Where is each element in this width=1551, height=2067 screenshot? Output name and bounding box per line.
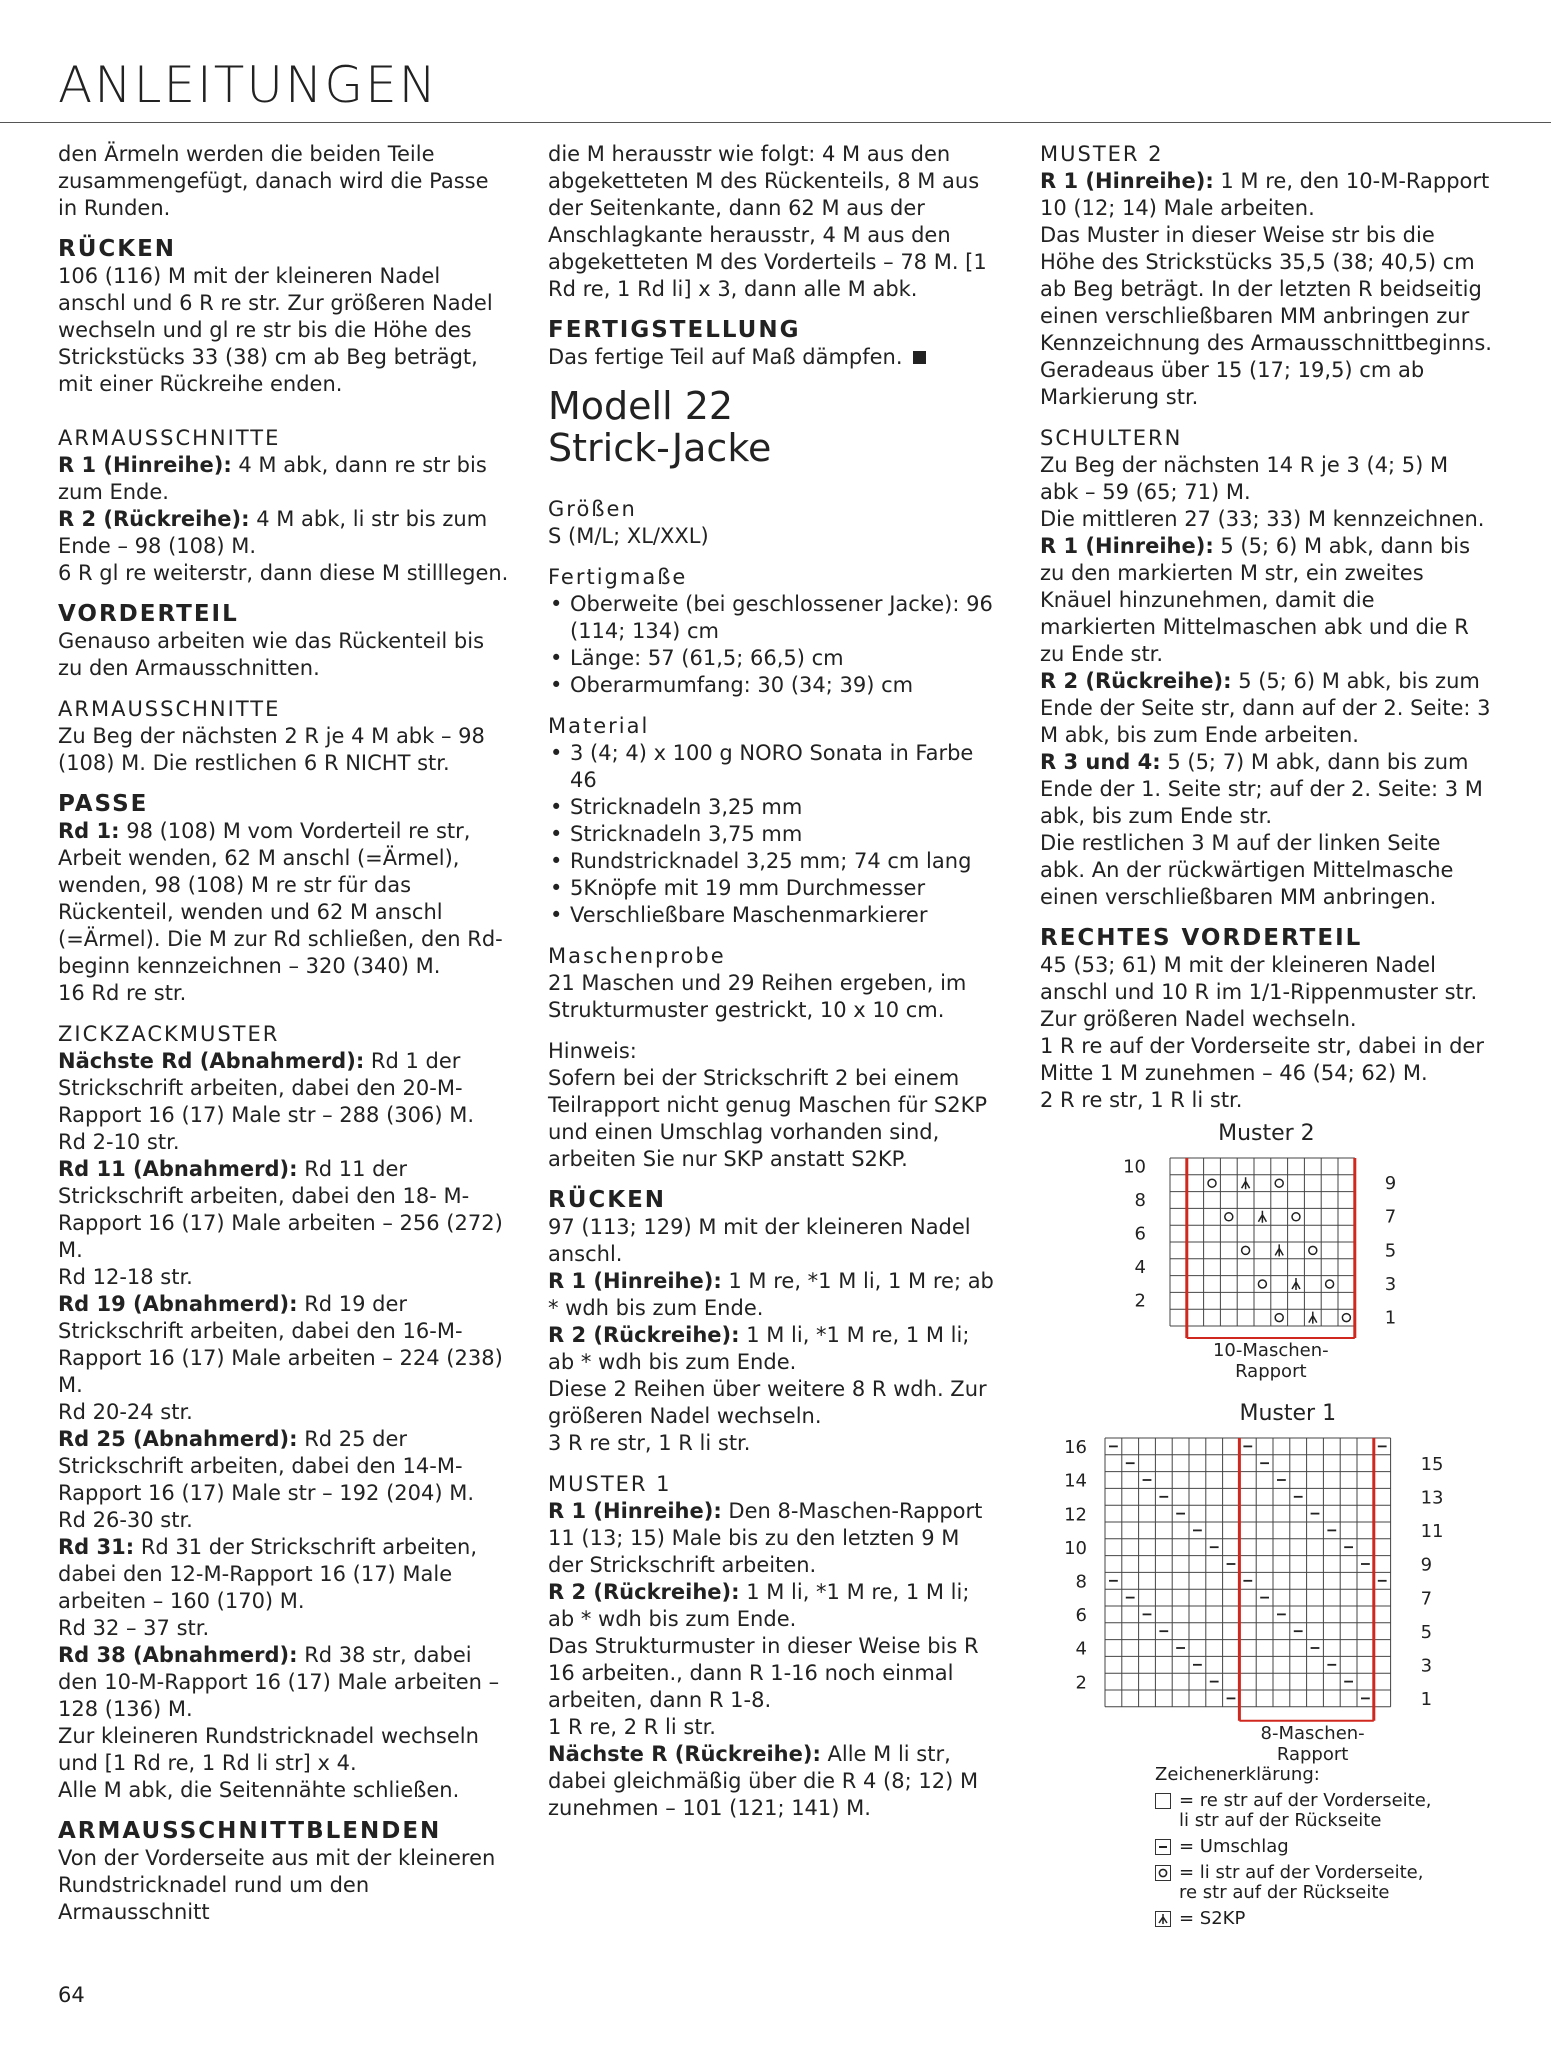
muster1-next-row: Nächste R (Rückreihe): Alle M li str, dabei gleichmäßig über die R 4 (8; 12) M zunehmen – 101 (121; 141) M. <box>548 1742 979 1820</box>
fertigmasse-list <box>548 591 1000 699</box>
yarn-over-symbol <box>1309 1246 1317 1254</box>
yarn-over-symbol <box>1208 1179 1216 1187</box>
heading-ruecken: RÜCKEN <box>58 236 177 262</box>
legend-item: = re str auf der Vorderseite, li str auf der Rückseite <box>1155 1791 1535 1831</box>
s2kp-symbol <box>1242 1177 1250 1189</box>
chart-title: Muster 2 <box>1218 1121 1315 1146</box>
arm1-row2: R 2 (Rückreihe): 4 M abk, li str bis zum Ende – 98 (108) M. <box>58 507 488 558</box>
empty-square-icon <box>1155 1793 1171 1809</box>
page-number: 64 <box>58 1983 85 2007</box>
row-label: 5 <box>1384 1240 1397 1262</box>
row-label: 1 <box>1420 1689 1433 1711</box>
muster1-row2: R 2 (Rückreihe): 1 M li, *1 M re, 1 M li; ab * wdh bis zum Ende. <box>548 1580 970 1631</box>
muster2-row1: R 1 (Hinreihe): 1 M re, den 10-M-Rapport 10 (12; 14) Male arbeiten. <box>1040 169 1490 220</box>
circle-square-icon <box>1155 1865 1171 1881</box>
repeat-label: 8-Maschen- <box>1260 1722 1365 1744</box>
heading-ruecken-jacke: RÜCKEN <box>548 1187 667 1213</box>
heading-maschenprobe: Maschenprobe <box>548 944 726 968</box>
row-label: 4 <box>1075 1638 1087 1660</box>
heading-groessen: Größen <box>548 497 637 521</box>
heading-muster-2: MUSTER 2 <box>1040 142 1164 166</box>
schultern-text-3: Die restlichen 3 M auf der linken Seite abk. An der rückwärtigen Mittelmasche einen verschließbaren MM anbringen. <box>1040 831 1454 909</box>
page-title: ANLEITUNGEN <box>58 56 439 114</box>
zz-step: Rd 38 (Abnahmerd): Rd 38 str, dabei den 10-M-Rapport 16 (17) Male arbeiten – 128 (136) M. <box>58 1643 500 1721</box>
list-item: • 3 (4; 4) x 100 g NORO Sonata in Farbe 46 <box>548 740 1000 794</box>
heading-zickzackmuster: ZICKZACKMUSTER <box>58 1022 280 1046</box>
rechtes-vorderteil-text: 45 (53; 61) M mit der kleineren Nadel anschl und 10 R im 1/1-Rippenmuster str. Zur größeren Nadel wechseln. <box>1040 953 1478 1031</box>
arm2-text: Zu Beg der nächsten 2 R je 4 M abk – 98 (108) M. Die restlichen 6 R NICHT str. <box>58 724 485 775</box>
row-label: 8 <box>1075 1571 1087 1593</box>
s2kp-symbol <box>1275 1244 1283 1256</box>
s2kp-symbol <box>1292 1278 1300 1290</box>
legend-item: = S2KP <box>1155 1909 1535 1929</box>
zz-step: Rd 32 – 37 str. <box>58 1616 210 1640</box>
row-label: 9 <box>1420 1554 1433 1576</box>
muster1-row1: R 1 (Hinreihe): Den 8-Maschen-Rapport 11 (13; 15) Male bis zu den letzten 9 M der Strickschrift arbeiten. <box>548 1499 983 1577</box>
legend <box>1155 1765 1535 1935</box>
continuation-text: die M herausstr wie folgt: 4 M aus den abgeketteten M des Rückenteils, 8 M aus der Seitenkante, dann 62 M aus der Anschlagkante herausstr, 4 M aus den abgeketteten M des Vorderteils – 78 M. [1 Rd re, 1 Rd li] x 3, dann alle M abk. <box>548 142 987 301</box>
schultern-row1: R 1 (Hinreihe): 5 (5; 6) M abk, dann bis zu den markierten M str, ein zweites Knäuel hinzunehmen, damit die markierten Mittelmaschen abk und die R zu Ende str. <box>1040 534 1471 666</box>
zz-step: Alle M abk, die Seitennähte schließen. <box>58 1778 460 1802</box>
legend-item: = li str auf der Vorderseite, re str auf der Rückseite <box>1155 1863 1535 1903</box>
intro-text: den Ärmeln werden die beiden Teile zusammengefügt, danach wird die Passe in Runden. <box>58 142 489 220</box>
s2kp-symbol <box>1309 1312 1317 1324</box>
hinweis-heading: Hinweis: <box>548 1039 637 1063</box>
zz-step: Rd 31: Rd 31 der Strickschrift arbeiten, dabei den 12-M-Rapport 16 (17) Male arbeiten – 160 (170) M. <box>58 1535 478 1613</box>
schultern-text-2: Die mittleren 27 (33; 33) M kennzeichnen. <box>1040 507 1485 531</box>
heading-material: Material <box>548 714 650 738</box>
zz-step: Rd 25 (Abnahmerd): Rd 25 der Strickschrift arbeiten, dabei den 14-M-Rapport 16 (17) Male str – 192 (204) M. <box>58 1427 475 1505</box>
list-item: • Stricknadeln 3,25 mm <box>548 794 1000 821</box>
yarn-over-symbol <box>1342 1314 1350 1322</box>
legend-item: = Umschlag <box>1155 1837 1535 1857</box>
heading-rechtes-vorderteil: RECHTES VORDERTEIL <box>1040 925 1363 951</box>
row-label: 14 <box>1064 1470 1087 1492</box>
row-label: 1 <box>1384 1307 1397 1329</box>
groessen-text: S (M/L; XL/XXL) <box>548 524 709 548</box>
row-label: 11 <box>1420 1521 1444 1543</box>
ruecken-text: 106 (116) M mit der kleineren Nadel anschl und 6 R re str. Zur größeren Nadel wechseln und gl re str bis die Höhe des Strickstücks 33 (38) cm ab Beg beträgt, mit einer Rückreihe enden. <box>58 264 493 396</box>
vorderteil-text: Genauso arbeiten wie das Rückenteil bis zu den Armausschnitten. <box>58 629 485 680</box>
heading-armausschnittblenden: ARMAUSSCHNITTBLENDEN <box>58 1818 442 1844</box>
schultern-row3: R 3 und 4: 5 (5; 7) M abk, dann bis zum Ende der 1. Seite str; auf der 2. Seite: 3 M abk, bis zum Ende str. <box>1040 750 1483 828</box>
heading-fertigstellung: FERTIGSTELLUNG <box>548 317 801 343</box>
muster2-text: Das Muster in dieser Weise str bis die Höhe des Strickstücks 35,5 (38; 40,5) cm ab Beg beträgt. In der letzten R beidseitig einen verschließbaren MM anbringen zur Kennzeichnung des Armausschnittbeginns. Geradeaus über 15 (17; 19,5) cm ab Markierung str. <box>1040 223 1492 409</box>
zz-step: Zur kleineren Rundstricknadel wechseln und [1 Rd re, 1 Rd li str] x 4. <box>58 1724 479 1775</box>
column-1 <box>58 141 510 1926</box>
material-list <box>548 740 1000 929</box>
s2kp-square-icon <box>1155 1911 1171 1927</box>
passe-text-2: 16 Rd re str. <box>58 981 187 1005</box>
muster1-text: Das Strukturmuster in dieser Weise bis R 16 arbeiten., dann R 1-16 noch einmal arbeiten, dann R 1-8. <box>548 1634 979 1712</box>
row-label: 10 <box>1123 1156 1146 1178</box>
heading-schultern: SCHULTERN <box>1040 426 1183 450</box>
heading-vorderteil: VORDERTEIL <box>58 601 239 627</box>
row-label: 8 <box>1134 1189 1146 1211</box>
heading-muster-1: MUSTER 1 <box>548 1472 672 1496</box>
repeat-label: 10-Maschen- <box>1212 1340 1329 1361</box>
list-item: • 5Knöpfe mit 19 mm Durchmesser <box>548 875 1000 902</box>
row-label: 9 <box>1384 1173 1397 1195</box>
ruecken-jacke-text: 97 (113; 129) M mit der kleineren Nadel anschl. <box>548 1215 971 1266</box>
row-label: 15 <box>1420 1453 1444 1475</box>
column-2 <box>548 141 1000 1822</box>
row-label: 2 <box>1134 1290 1146 1312</box>
maschenprobe-text: 21 Maschen und 29 Reihen ergeben, im Strukturmuster gestrickt, 10 x 10 cm. <box>548 971 967 1022</box>
yarn-over-symbol <box>1275 1314 1283 1322</box>
heading-passe: PASSE <box>58 791 149 817</box>
row-label: 12 <box>1064 1504 1087 1526</box>
heading-armausschnitte-2: ARMAUSSCHNITTE <box>58 697 281 721</box>
armausschnittblenden-text: Von der Vorderseite aus mit der kleineren Rundstricknadel rund um den Armausschnitt <box>58 1846 496 1924</box>
yarn-over-symbol <box>1292 1213 1300 1221</box>
passe-text: Rd 1: 98 (108) M vom Vorderteil re str, Arbeit wenden, 62 M anschl (=Ärmel), wenden, 98 (108) M re str für das Rückenteil, wenden und 62 M anschl (=Ärmel). Die M zur Rd schließen, den Rd-beginn kennzeichnen – 320 (340) M. <box>58 819 503 978</box>
row-label: 2 <box>1075 1672 1087 1694</box>
zz-step: Rd 11 (Abnahmerd): Rd 11 der Strickschrift arbeiten, dabei den 18- M- Rapport 16 (17) Male arbeiten – 256 (272) M. <box>58 1157 503 1262</box>
yarn-over-symbol <box>1275 1179 1283 1187</box>
rechtes-vorderteil-text-3: 2 R re str, 1 R li str. <box>1040 1088 1243 1112</box>
hinweis-text: Sofern bei der Strickschrift 2 bei einem Teilrapport nicht genug Maschen für S2KP und einen Umschlag vorhanden sind, arbeiten Sie nur SKP anstatt S2KP. <box>548 1066 988 1171</box>
repeat-label: Rapport <box>1235 1361 1307 1382</box>
list-item: • Länge: 57 (61,5; 66,5) cm <box>548 645 1000 672</box>
header-divider <box>0 122 1551 123</box>
model-subtitle: Strick-Jacke <box>548 426 772 470</box>
list-item: • Rundstricknadel 3,25 mm; 74 cm lang <box>548 848 1000 875</box>
list-item: • Stricknadeln 3,75 mm <box>548 821 1000 848</box>
s2kp-symbol <box>1258 1211 1266 1223</box>
legend-title: Zeichenerklärung: <box>1155 1764 1320 1785</box>
row-label: 5 <box>1420 1621 1433 1643</box>
column-3 <box>1040 141 1492 1114</box>
row-label: 3 <box>1420 1655 1433 1677</box>
repeat-label: Rapport <box>1276 1743 1349 1765</box>
row-label: 3 <box>1384 1273 1397 1295</box>
yarn-over-symbol <box>1258 1280 1266 1288</box>
ruecken-row1: R 1 (Hinreihe): 1 M re, *1 M li, 1 M re; ab * wdh bis zum Ende. <box>548 1269 994 1320</box>
yarn-over-symbol <box>1326 1280 1334 1288</box>
heading-fertigmasse: Fertigmaße <box>548 565 688 589</box>
ruecken-row2: R 2 (Rückreihe): 1 M li, *1 M re, 1 M li; ab * wdh bis zum Ende. <box>548 1323 970 1374</box>
dash-square-icon <box>1155 1839 1171 1855</box>
row-label: 16 <box>1064 1437 1087 1459</box>
chart-title: Muster 1 <box>1239 1401 1337 1426</box>
row-label: 7 <box>1420 1588 1433 1610</box>
muster1-text-2: 1 R re, 2 R li str. <box>548 1715 716 1739</box>
yarn-over-symbol <box>1242 1246 1250 1254</box>
zz-step: Rd 12-18 str. <box>58 1265 193 1289</box>
row-label: 6 <box>1075 1605 1087 1627</box>
row-label: 7 <box>1384 1206 1397 1228</box>
zz-step: Rd 20-24 str. <box>58 1400 193 1424</box>
arm1-row1: R 1 (Hinreihe): 4 M abk, dann re str bis zum Ende. <box>58 453 487 504</box>
model-title: Modell 22 <box>548 384 734 428</box>
yarn-over-symbol <box>1225 1213 1233 1221</box>
schultern-row2: R 2 (Rückreihe): 5 (5; 6) M abk, bis zum Ende der Seite str, dann auf der 2. Seite: 3 M abk, bis zum Ende arbeiten. <box>1040 669 1491 747</box>
row-label: 4 <box>1134 1257 1146 1279</box>
row-label: 10 <box>1064 1537 1087 1559</box>
row-label: 13 <box>1420 1487 1444 1509</box>
zz-step: Rd 2-10 str. <box>58 1130 180 1154</box>
arm1-row3: 6 R gl re weiterstr, dann diese M stilllegen. <box>58 561 509 585</box>
list-item: • Verschließbare Maschenmarkierer <box>548 902 1000 929</box>
fertigstellung-text: Das fertige Teil auf Maß dämpfen. <box>548 344 1000 371</box>
list-item: • Oberarmumfang: 30 (34; 39) cm <box>548 672 1000 699</box>
ruecken-text-3: 3 R re str, 1 R li str. <box>548 1431 751 1455</box>
end-mark-icon <box>913 351 926 364</box>
rechtes-vorderteil-text-2: 1 R re auf der Vorderseite str, dabei in der Mitte 1 M zunehmen – 46 (54; 62) M. <box>1040 1034 1484 1085</box>
schultern-text: Zu Beg der nächsten 14 R je 3 (4; 5) M abk – 59 (65; 71) M. <box>1040 453 1449 504</box>
zz-step: Rd 19 (Abnahmerd): Rd 19 der Strickschrift arbeiten, dabei den 16-M-Rapport 16 (17) Male arbeiten – 224 (238) M. <box>58 1292 503 1397</box>
row-label: 6 <box>1134 1223 1146 1245</box>
list-item: • Oberweite (bei geschlossener Jacke): 96 (114; 134) cm <box>548 591 1000 645</box>
zz-step: Rd 26-30 str. <box>58 1508 193 1532</box>
zz-step: Nächste Rd (Abnahmerd): Rd 1 der Strickschrift arbeiten, dabei den 20-M-Rapport 16 (17) Male str – 288 (306) M. <box>58 1049 475 1127</box>
ruecken-text-2: Diese 2 Reihen über weitere 8 R wdh. Zur größeren Nadel wechseln. <box>548 1377 987 1428</box>
heading-armausschnitte: ARMAUSSCHNITTE <box>58 426 281 450</box>
